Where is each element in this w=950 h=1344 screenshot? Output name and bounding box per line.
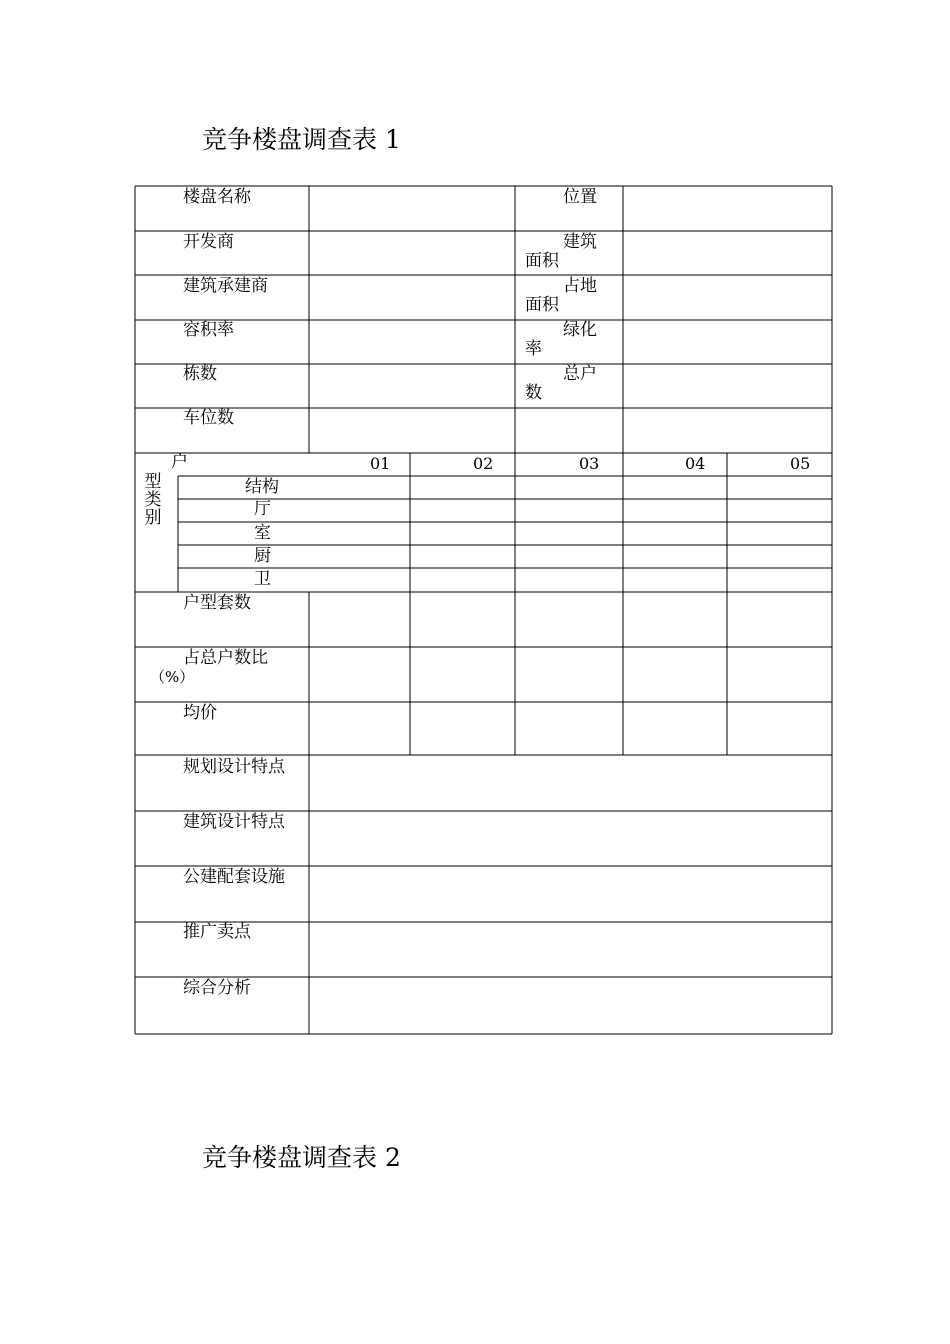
side-char: 类 (144, 490, 162, 510)
label-location: 位置 (563, 187, 597, 207)
row-label-structure: 结构 (245, 477, 279, 497)
label-household-ratio-unit: （%） (150, 668, 195, 686)
column-header: 05 (790, 454, 811, 473)
side-char: 型 (144, 472, 162, 492)
label-build-area-2: 面积 (525, 251, 559, 271)
label-buildings: 栋数 (183, 364, 217, 384)
label-overall-analysis: 综合分析 (183, 978, 251, 998)
label-avg-price: 均价 (183, 703, 217, 723)
side-char: 别 (144, 508, 162, 528)
column-header: 01 (370, 454, 391, 473)
column-header: 03 (579, 454, 600, 473)
row-label-kitchen: 厨 (254, 546, 271, 566)
label-planning-features: 规划设计特点 (183, 757, 285, 777)
label-unit-type-side (143, 473, 163, 527)
table2-title: 竞争楼盘调查表 2 (202, 1143, 401, 1172)
row-label-room: 室 (254, 523, 271, 543)
label-households-1: 总户 (563, 364, 597, 384)
label-green-ratio-2: 率 (525, 339, 542, 359)
label-unit-corner: 户 (171, 452, 188, 472)
label-land-area-2: 面积 (525, 295, 559, 315)
label-green-ratio-1: 绿化 (563, 320, 597, 340)
label-project-name: 楼盘名称 (183, 187, 251, 207)
label-build-area-1: 建筑 (563, 232, 597, 252)
label-land-area-1: 占地 (563, 276, 597, 296)
label-unit-sets: 户型套数 (183, 593, 251, 613)
label-household-ratio: 占总户数比 (183, 648, 268, 668)
label-contractor: 建筑承建商 (183, 276, 268, 296)
row-label-hall: 厅 (254, 499, 271, 519)
column-header: 04 (685, 454, 706, 473)
row-label-bath: 卫 (254, 569, 271, 589)
label-plot-ratio: 容积率 (183, 320, 234, 340)
label-selling-points: 推广卖点 (183, 922, 251, 942)
label-public-facilities: 公建配套设施 (183, 867, 285, 887)
label-parking: 车位数 (183, 408, 234, 428)
label-architecture-features: 建筑设计特点 (183, 812, 285, 832)
column-header: 02 (473, 454, 494, 473)
table1-title: 竞争楼盘调查表 1 (202, 125, 401, 154)
label-developer: 开发商 (183, 232, 234, 252)
label-households-2: 数 (525, 383, 542, 403)
